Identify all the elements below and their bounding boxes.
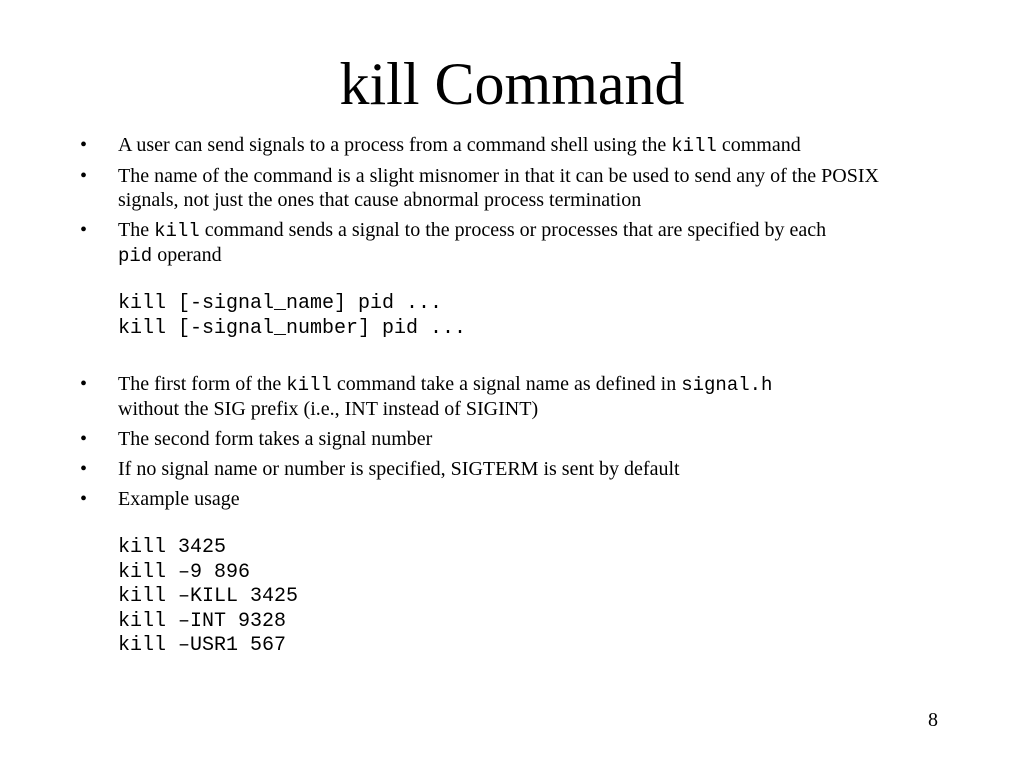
bullet-marker: •: [80, 428, 88, 450]
bullet-text-segment: command: [716, 134, 801, 156]
inline-code: signal.h: [681, 374, 773, 396]
bullet-marker: •: [80, 165, 88, 187]
bullet-marker: •: [80, 134, 88, 156]
code-line: kill 3425: [118, 536, 227, 559]
bullet-text: [118, 218, 938, 268]
bullet-text-segment: The: [118, 219, 155, 241]
inline-code: kill: [286, 374, 332, 396]
inline-code: kill: [671, 135, 717, 157]
code-line: kill –KILL 3425: [118, 585, 299, 609]
example-code-block: [118, 536, 298, 659]
code-line: kill [-signal_name] pid ...: [118, 292, 443, 315]
code-line: kill [-signal_number] pid ...: [118, 316, 467, 340]
inline-code: kill: [154, 220, 200, 242]
bullet-text: If no signal name or number is specified, SIGTERM is sent by default: [118, 458, 680, 480]
bullet-text-segment: without the SIG prefix (i.e., INT instead of SIGINT): [118, 398, 539, 420]
inline-code: pid: [118, 245, 153, 267]
bullet-text-segment: command sends a signal to the process or processes that are specified by each: [199, 219, 827, 241]
bullet-text: Example usage: [118, 488, 240, 510]
slide-title: kill Command: [339, 51, 685, 117]
code-line: kill –INT 9328: [118, 609, 287, 633]
bullet-text: The second form takes a signal number: [118, 428, 433, 450]
page-number: 8: [928, 709, 938, 731]
bullet-text-segment: operand: [152, 244, 222, 266]
bullet-text: The name of the command is a slight misnomer in that it can be used to send any of the POSIX signals, not just the ones that cause abnormal process termination: [118, 165, 879, 211]
code-line: kill –9 896: [118, 560, 251, 584]
syntax-code-block: [118, 292, 466, 341]
bullet-marker: •: [80, 219, 88, 241]
bullet-marker: •: [80, 373, 88, 395]
bullet-text: [118, 372, 938, 421]
bullet-marker: •: [80, 488, 88, 510]
bullet-text-segment: A user can send signals to a process from a command shell using the: [118, 134, 672, 156]
bullet-text: [118, 133, 938, 158]
code-line: kill –USR1 567: [118, 634, 287, 658]
bullet-text-segment: The first form of the: [118, 373, 287, 395]
bullet-marker: •: [80, 458, 88, 480]
bullet-text-segment: command take a signal name as defined in: [331, 373, 682, 395]
